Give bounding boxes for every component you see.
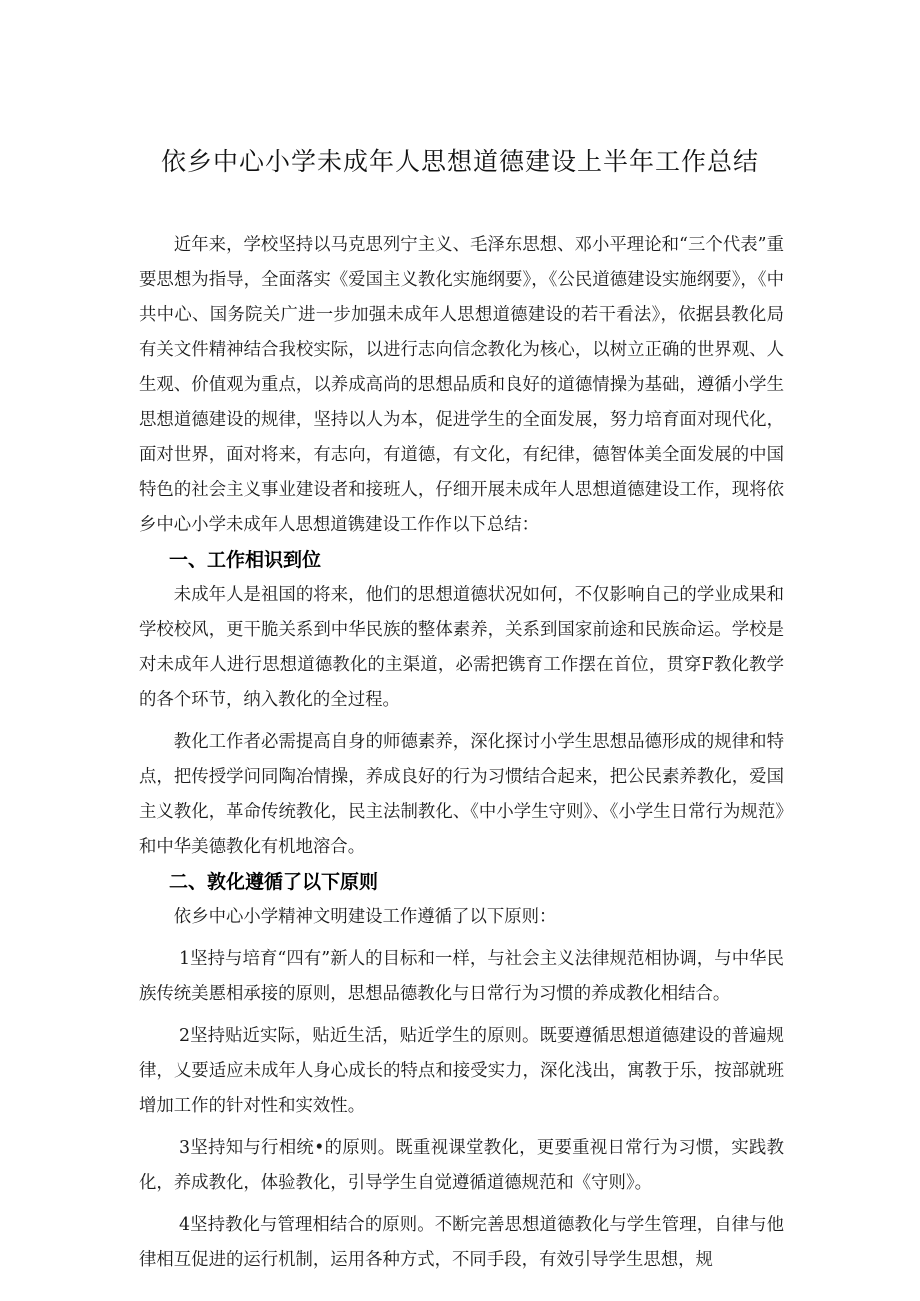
section1-paragraph-2: 教化工作者必需提高自身的师德素养，深化探讨小学生思想品德形成的规律和特点，把传授学问同陶冶情操，养成良好的行为习惯结合起来，把公民素养教化，爱国主义教化，革命传统教化，民主法制教化、《中小学生守则》、《小学生日常行为规范》和中华美德教化有机地溶合。	[139, 732, 784, 857]
principle-item-2: 2坚持贴近实际，贴近生活，贴近学生的原则。既要遵循思想道德建设的普遍规律，乂要适应未成年人身心成长的特点和接受实力，深化浅出，寓教于乐，按部就班增加工作的针对性和实效性。	[139, 1026, 784, 1116]
intro-paragraph: 近年来，学校坚持以马克思列宁主义、毛泽东思想、邓小平理论和“三个代表”重要思想为指导，全面落实《爱国主义教化实施纲要》，《公民道德建设实施纲要》，《中共中心、国务院关广进一步加强未成年人思想道德建设的若干看法》，依据县教化局有关文件精神结合我校实际，以进行志向信念教化为核心，以树立正确的世界观、人生观、价值观为重点，以养成高尚的思想品质和良好的道德情操为基础，遵循小学生思想道德建设的规律，坚持以人为本，促进学生的全面发展，努力培育面对现代化，面对世界，面对将来，有志向，有道德，有文化，有纪律，德智体美全面发展的中国特色的社会主义事业建设者和接班人，仔细开展未成年人思想道德建设工作，现将依乡中心小学未成年人思想道镌建设工作作以下总结：	[139, 235, 784, 535]
principle-item-3: 3坚持知与行相统•的原则。既重视课堂教化，更要重视日常行为习惯，实践教化，养成教化，体验教化，引导学生自觉遵循道德规范和《守则》。	[139, 1138, 784, 1193]
document-body	[139, 228, 784, 1278]
principle-item-4: 4坚持教化与管理相结合的原则。不断完善思想道德教化与学生管理，自律与他律相互促进的运行机制，运用各种方式，不同手段，有效引导学生思想，规	[139, 1215, 784, 1270]
section2-intro: 依乡中心小学精神文明建设工作遵循了以下原则：	[173, 907, 557, 927]
section-heading-1: 一、工作相识到位	[169, 549, 322, 571]
section1-paragraph-1: 未成年人是祖国的将来，他们的思想道德状况如何，不仅影响自己的学业成果和学校校风，更干脆关系到中华民族的整体素养，关系到国家前途和民族命运。学校是对未成年人进行思想道德教化的主渠道，必需把镌育工作摆在首位，贯穿F教化教学的各个环节，纳入教化的全过程。	[139, 585, 784, 710]
principle-item-1: 1坚持与培育“四有”新人的目标和一样，与社会主义法律规范相协调，与中华民族传统美慝相承接的原则，思想品德教化与日常行为习惯的养成教化相结合。	[139, 949, 784, 1004]
document-title: 依乡中心小学未成年人思想道德建设上半年工作总结	[160, 147, 759, 176]
section-heading-2: 二、敦化遵循了以下原则	[169, 871, 379, 893]
